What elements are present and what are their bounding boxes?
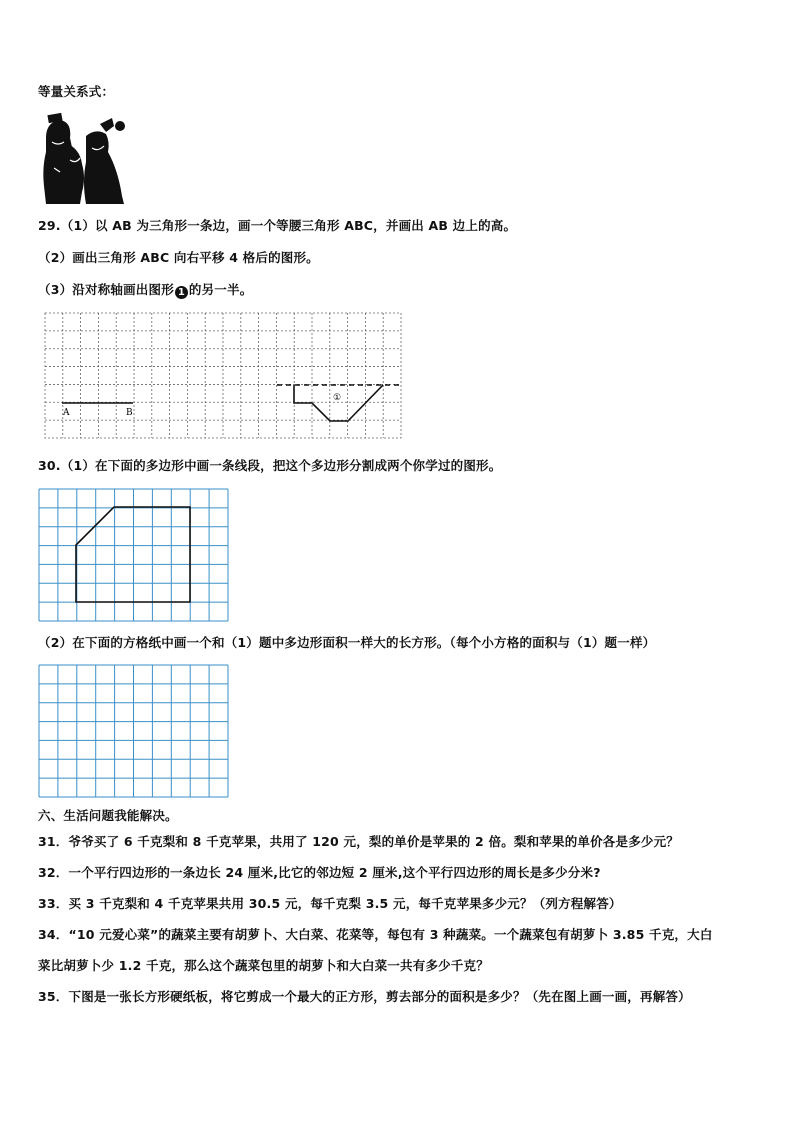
equation-label: 等量关系式： <box>38 84 115 99</box>
q30-line1: 30.（1）在下面的多边形中画一条线段，把这个多边形分割成两个你学过的图形。 <box>38 458 502 473</box>
q35: 35．下图是一张长方形硬纸板，将它剪成一个最大的正方形，剪去部分的面积是多少？（先在图上画一画，再解答） <box>38 989 691 1004</box>
point-a-label: A <box>63 408 70 418</box>
q29-grid-border <box>45 313 401 438</box>
section-six-heading: 六、生活问题我能解决。 <box>38 808 178 823</box>
q34-line2: 菜比胡萝卜少 1.2 千克，那么这个蔬菜包里的胡萝卜和大白菜一共有多少千克？ <box>38 958 489 973</box>
q31: 31．爷爷买了 6 千克梨和 8 千克苹果，共用了 120 元，梨的单价是苹果的 2 倍。梨和苹果的单价各是多少元？ <box>38 834 679 849</box>
q29-line3-post: 的另一半。 <box>188 282 253 297</box>
q29-line3-pre: （3）沿对称轴画出图形 <box>38 282 174 297</box>
q29-line3 <box>38 282 252 299</box>
point-b-label: B <box>126 408 133 418</box>
q33: 33．买 3 千克梨和 4 千克苹果共用 30.5 元，每千克梨 3.5 元，每千克苹果多少元？（列方程解答） <box>38 896 622 911</box>
half-shape-one <box>294 385 383 421</box>
q29-grid-lines <box>45 313 401 438</box>
q29-line2: （2）画出三角形 ABC 向右平移 4 格后的图形。 <box>38 250 319 265</box>
q29-grid-figure <box>44 312 402 440</box>
q30-blank-grid <box>38 664 229 798</box>
q34-line1: 34．“10 元爱心菜”的蔬菜主要有胡萝卜、大白菜、花菜等，每包有 3 种蔬菜。一个蔬菜包有胡萝卜 3.85 千克，大白 <box>38 927 713 942</box>
figures-illustration <box>40 112 130 204</box>
q30-polygon-grid <box>38 488 229 622</box>
q32: 32．一个平行四边形的一条边长 24 厘米,比它的邻边短 2 厘米,这个平行四边形的周长是多少分米? <box>38 865 601 880</box>
circled-one-mark: 1 <box>175 286 188 299</box>
shape-one-label: ① <box>333 393 342 403</box>
q30-line2: （2）在下面的方格纸中画一个和（1）题中多边形面积一样大的长方形。（每个小方格的面积与（1）题一样） <box>38 635 656 650</box>
q29-line1: 29.（1）以 AB 为三角形一条边，画一个等腰三角形 ABC，并画出 AB 边上的高。 <box>38 218 517 233</box>
